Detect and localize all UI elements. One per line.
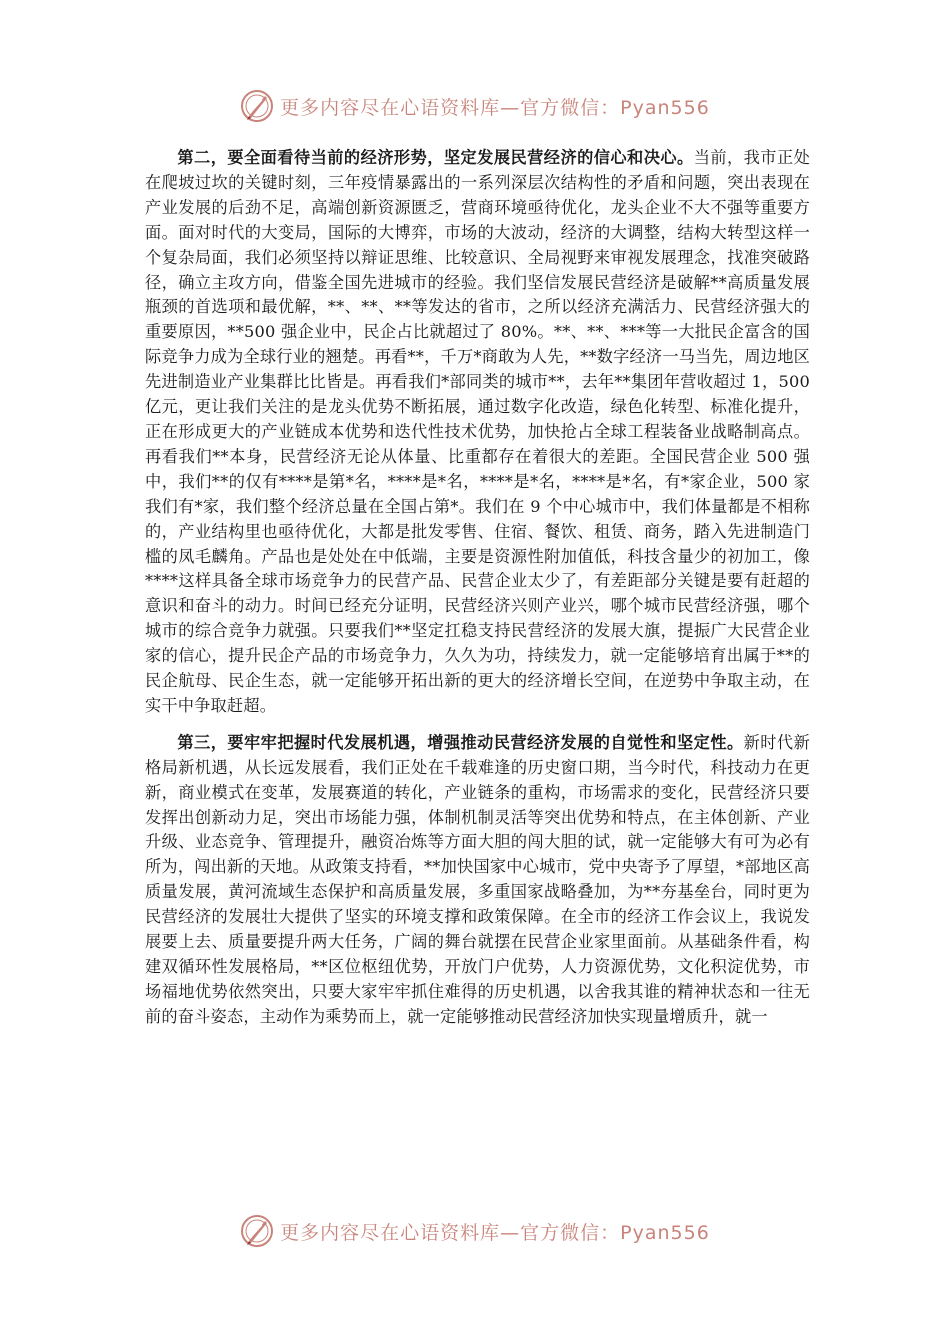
- quill-pen-logo-icon: [240, 89, 274, 123]
- paragraph-third-text: 新时代新格局新机遇，从长远发展看，我们正处在千载难逢的历史窗口期，当今时代，科技动力在更新，商业模式在变革，发展赛道的转化，产业链条的重构，市场需求的变化，民营经济只要发挥出创新动力足，突出市场能力强，体制机制灵活等突出优势和特点，在主体创新、产业升级、业态竞争、管理提升，融资冶炼等方面大胆的闯大胆的试，就一定能够大有可为必有所为，闯出新的天地。从政策支持看，**加快国家中心城市，党中央寄予了厚望，*部地区高质量发展，黄河流域生态保护和高质量发展，多重国家战略叠加，为**夯基垒台，同时更为民营经济的发展壮大提供了坚实的环境支撑和政策保障。在全市的经济工作会议上，我说发展要上去、质量要提升两大任务，广阔的舞台就摆在民营企业家里面前。从基础条件看，构建双循环性发展格局，**区位枢纽优势，开放门户优势，人力资源优势，文化积淀优势，市场福地优势依然突出，只要大家牢牢抓住难得的历史机遇，以舍我其谁的精神状态和一往无前的奋斗姿态，主动作为乘势而上，就一定能够推动民营经济加快实现量增质升，就一: [145, 732, 810, 1026]
- paragraph-second-text: 当前，我市正处在爬坡过坎的关键时刻，三年疫情暴露出的一系列深层次结构性的矛盾和问题，突出表现在产业发展的后劲不足，高端创新资源匮乏，营商环境亟待优化，龙头企业不大不强等重要方面。面对时代的大变局，国际的大博弈，市场的大波动，经济的大调整，结构大转型这样一个复杂局面，我们必须坚持以辩证思维、比较意识、全局视野来审视发展理念，找准突破路径，确立主攻方向，借鉴全国先进城市的经验。我们坚信发展民营经济是破解**高质量发展瓶颈的首选项和最优解，**、**、**等发达的省市，之所以经济充满活力、民营经济强大的重要原因，**500 强企业中，民企占比就超过了 80%。**、**、***等一大批民企富含的国际竞争力成为全球行业的翘楚。再看**，千万*商敢为人先，**数字经济一马当先，周边地区先进制造业产业集群比比皆是。再看我们*部同类的城市**，去年**集团年营收超过 1，500 亿元，更让我们关注的是龙头优势不断拓展，通过数字化改造，绿色化转型、标准化提升，正在形成更大的产业链成本优势和迭代性技术优势，加快抢占全球工程装备业战略制高点。再看我们**本身，民营经济无论从体量、比重都存在着很大的差距。全国民营企业 500 强中，我们**的仅有****是第*名，****是*名，****是*名，****是*名，有*家企业，500 家我们有*家，我们整个经济总量在全国占第*。我们在 9 个中心城市中，我们体量都是不相称的，产业结构里也亟待优化，大都是批发零售、住宿、餐饮、租赁、商务，踏入先进制造门槛的凤毛麟角。产品也是处处在中低端，主要是资源性附加值低，科技含量少的初加工，像****这样具备全球市场竞争力的民营产品、民营企业太少了，有差距部分关键是要有赶超的意识和奋斗的动力。时间已经充分证明，民营经济兴则产业兴，哪个城市民营经济强，哪个城市的综合竞争力就强。只要我们**坚定扛稳支持民营经济的发展大旗，提振广大民营企业家的信心，提升民企产品的市场竞争力，久久为功，持续发力，就一定能够培育出属于**的民企航母、民企生态，就一定能够开拓出新的更大的经济增长空间，在逆势中争取主动，在实干中争取赶超。: [145, 148, 811, 715]
- paragraph-second-heading: 第二，要全面看待当前的经济形势，坚定发展民营经济的信心和决心。: [177, 148, 694, 167]
- footer-banner: [0, 1211, 950, 1251]
- paragraph-third: [145, 731, 810, 1030]
- paragraph-second: [145, 146, 810, 719]
- paragraph-third-heading: 第三，要牢牢把握时代发展机遇，增强推动民营经济发展的自觉性和坚定性。: [177, 732, 744, 752]
- quill-pen-logo-icon: [240, 1214, 274, 1248]
- header-banner-text: 更多内容尽在心语资料库—官方微信：Pyan556: [280, 96, 710, 119]
- footer-banner-text: 更多内容尽在心语资料库—官方微信：Pyan556: [280, 1221, 710, 1244]
- header-banner: [0, 86, 950, 126]
- document-body: [145, 146, 810, 1042]
